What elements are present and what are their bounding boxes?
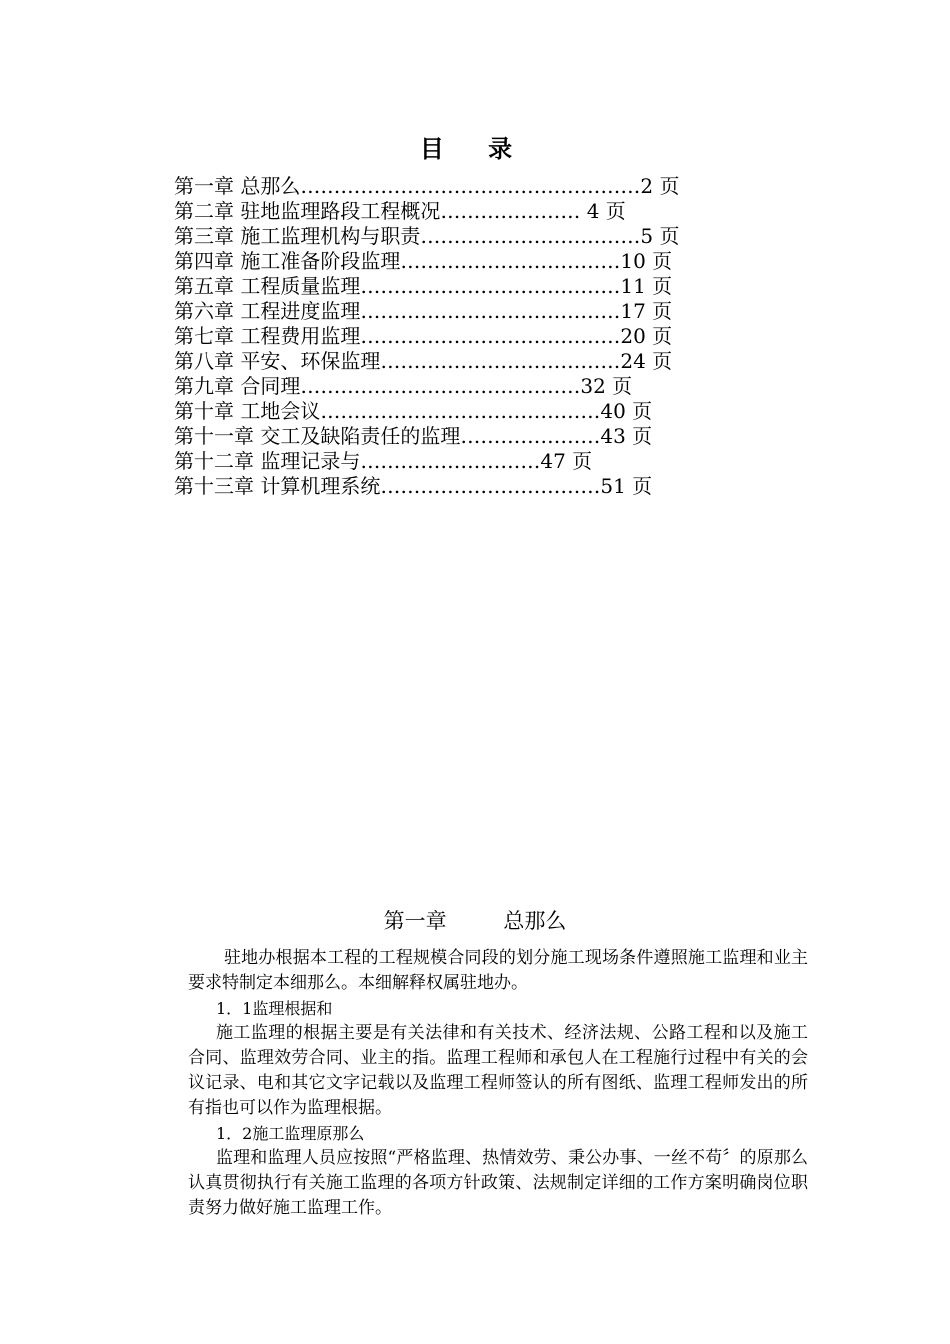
toc-entry-13[interactable]: 第十三章 计算机理系统……………………………51 页 [174,474,653,498]
intro-paragraph: 驻地办根据本工程的工程规模合同段的划分施工现场条件遵照施工监理和业主要求特制定本细那么。本细解释权属驻地办。 [188,948,808,993]
toc-entry-7[interactable]: 第七章 工程费用监理…………………………………20 页 [174,324,673,348]
toc-entry-5[interactable]: 第五章 工程质量监理…………………………………11 页 [174,274,673,298]
toc-entry-3[interactable]: 第三章 施工监理机构与职责……………………………5 页 [174,224,680,248]
toc-entry-12[interactable]: 第十二章 监理记录与………………………47 页 [174,449,593,473]
toc-entry-11[interactable]: 第十一章 交工及缺陷责任的监理…………………43 页 [174,424,653,448]
chapter-title: 第一章 总那么 [383,909,567,933]
toc-title: 目 录 [419,134,531,163]
toc-entry-10[interactable]: 第十章 工地会议……………………………………40 页 [174,399,653,423]
section-paragraph-1-2: 监理和监理人员应按照“严格监理、热情效劳、秉公办事、一丝不苟〞的原那么认真贯彻执行有关施工监理的各项方针政策、法规制定详细的工作方案明确岗位职责努力做好施工监理工作。 [188,1148,808,1218]
toc-entry-9[interactable]: 第九章 合同理……………………………………32 页 [174,374,633,398]
section-heading-1-2: 1．2施工监理原那么 [216,1124,365,1143]
toc-entry-8[interactable]: 第八章 平安、环保监理………………………………24 页 [174,349,673,373]
section-heading-1-1: 1．1监理根据和 [216,999,333,1018]
chapter-body [188,946,808,1221]
section-paragraph-1-1: 施工监理的根据主要是有关法律和有关技术、经济法规、公路工程和以及施工合同、监理效劳合同、业主的指。监理工程师和承包人在工程施行过程中有关的会议记录、电和其它文字记载以及监理工程师签认的所有图纸、监理工程师发出的所有指也可以作为监理根据。 [188,1023,808,1118]
toc-entry-1[interactable]: 第一章 总那么……………………………………………2 页 [174,174,680,198]
toc-entry-4[interactable]: 第四章 施工准备阶段监理……………………………10 页 [174,249,673,273]
toc-entry-6[interactable]: 第六章 工程进度监理…………………………………17 页 [174,299,673,323]
toc-entry-2[interactable]: 第二章 驻地监理路段工程概况………………… 4 页 [174,199,626,223]
toc-list [174,174,679,499]
